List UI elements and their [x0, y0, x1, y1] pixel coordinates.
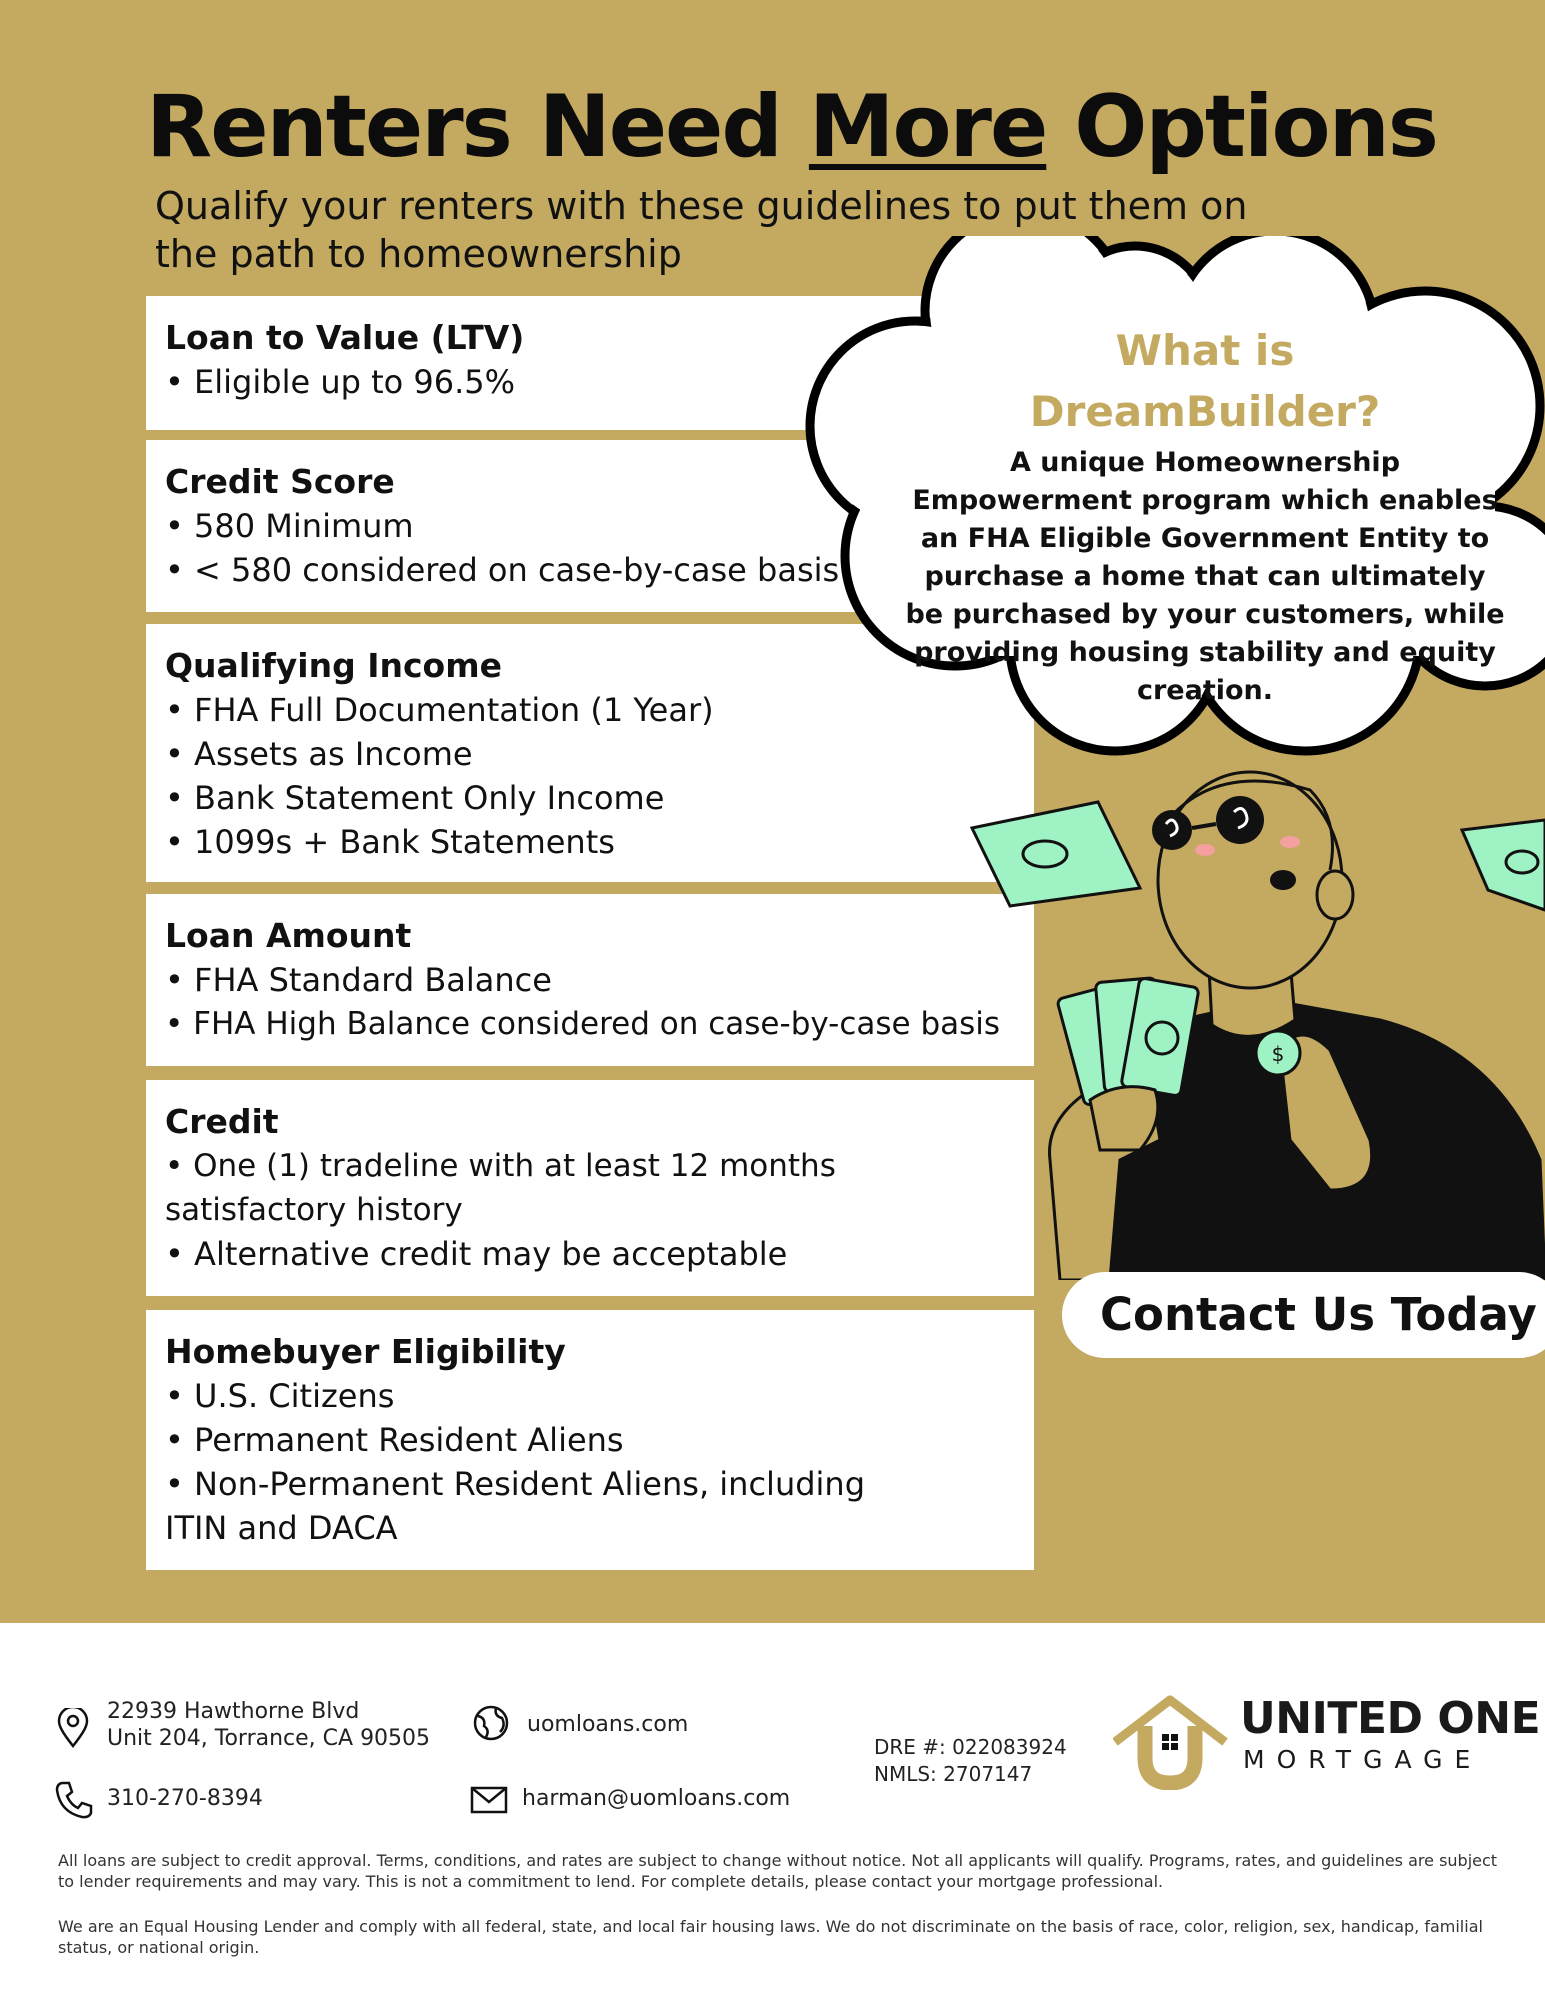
card-item: • Eligible up to 96.5% [165, 363, 516, 401]
website-link[interactable]: uomloans.com [527, 1712, 689, 1737]
card-item: • FHA Standard Balance [165, 961, 552, 999]
card-item: • 580 Minimum [165, 507, 414, 545]
bill-right-icon [1462, 820, 1545, 910]
bill-left-icon [972, 802, 1140, 906]
globe-icon [472, 1704, 510, 1742]
person-with-money-illustration [950, 720, 1545, 1280]
card-item: • Bank Statement Only Income [165, 779, 665, 817]
address-line-1: 22939 Hawthorne Blvd [107, 1699, 360, 1724]
phone-number[interactable]: 310-270-8394 [107, 1786, 263, 1811]
card-item: • FHA Full Documentation (1 Year) [165, 691, 714, 729]
title-emphasis: More [808, 77, 1047, 177]
card-item: • One (1) tradeline with at least 12 months satisfactory history [165, 1148, 836, 1228]
dreambuilder-cloud-text [905, 320, 1505, 710]
card-item: • FHA High Balance considered on case-by-case basis [165, 1006, 1001, 1042]
logo-subtitle: MORTGAGE [1243, 1745, 1483, 1774]
card-heading: Homebuyer Eligibility [165, 1332, 566, 1371]
cloud-question: What is DreamBuilder? [1029, 326, 1381, 436]
address-line-2: Unit 204, Torrance, CA 90505 [107, 1726, 431, 1751]
contact-us-button[interactable]: Contact Us Today [1062, 1272, 1545, 1358]
card-item: • < 580 considered on case-by-case basis [165, 551, 840, 589]
card-heading: Loan Amount [165, 916, 412, 955]
logo-name: UNITED ONE [1240, 1693, 1541, 1744]
card-heading: Loan to Value (LTV) [165, 318, 525, 357]
location-pin-icon [56, 1708, 90, 1748]
page-title: Renters Need More Options [146, 77, 1437, 177]
card-heading: Credit Score [165, 462, 395, 501]
page-subtitle: Qualify your renters with these guidelines to put them on the path to homeownership [155, 184, 1248, 276]
card-homebuyer-eligibility [146, 1310, 1034, 1570]
card-loan-amount [146, 894, 1034, 1066]
nmls-number: NMLS: 2707147 [874, 1762, 1033, 1786]
card-item: • U.S. Citizens [165, 1377, 395, 1415]
card-heading: Qualifying Income [165, 646, 502, 685]
card-heading: Credit [165, 1102, 279, 1141]
envelope-icon [470, 1786, 508, 1814]
card-item: • 1099s + Bank Statements [165, 823, 615, 861]
cloud-description: A unique Homeownership Empowerment program which enables an FHA Eligible Government Entity to purchase a home that can ultimately be purchased by your customers, while providing housing stability and equity creation. [905, 447, 1505, 706]
dre-number: DRE #: 022083924 [874, 1735, 1067, 1759]
email-link[interactable]: harman@uomloans.com [522, 1786, 791, 1811]
card-item: • Assets as Income [165, 735, 473, 773]
disclaimer-fair-housing: We are an Equal Housing Lender and comply with all federal, state, and local fair housing laws. We do not discriminate on the basis of race, color, religion, sex, handicap, familial status, or national origin. [58, 1917, 1483, 1957]
card-item: • Permanent Resident Aliens [165, 1421, 624, 1459]
card-item: • Alternative credit may be acceptable [165, 1235, 788, 1273]
card-item: • Non-Permanent Resident Aliens, including ITIN and DACA [165, 1465, 866, 1547]
phone-icon [54, 1780, 94, 1820]
card-credit [146, 1080, 1034, 1296]
disclaimer-credit: All loans are subject to credit approval. Terms, conditions, and rates are subject to change without notice. Not all applicants will qualify. Programs, rates, and guidelines are subject to lender requirements and may vary. This is not a commitment to lend. For complete details, please contact your mortgage professional. [58, 1851, 1498, 1891]
svg-text:$: $ [1271, 1042, 1285, 1066]
